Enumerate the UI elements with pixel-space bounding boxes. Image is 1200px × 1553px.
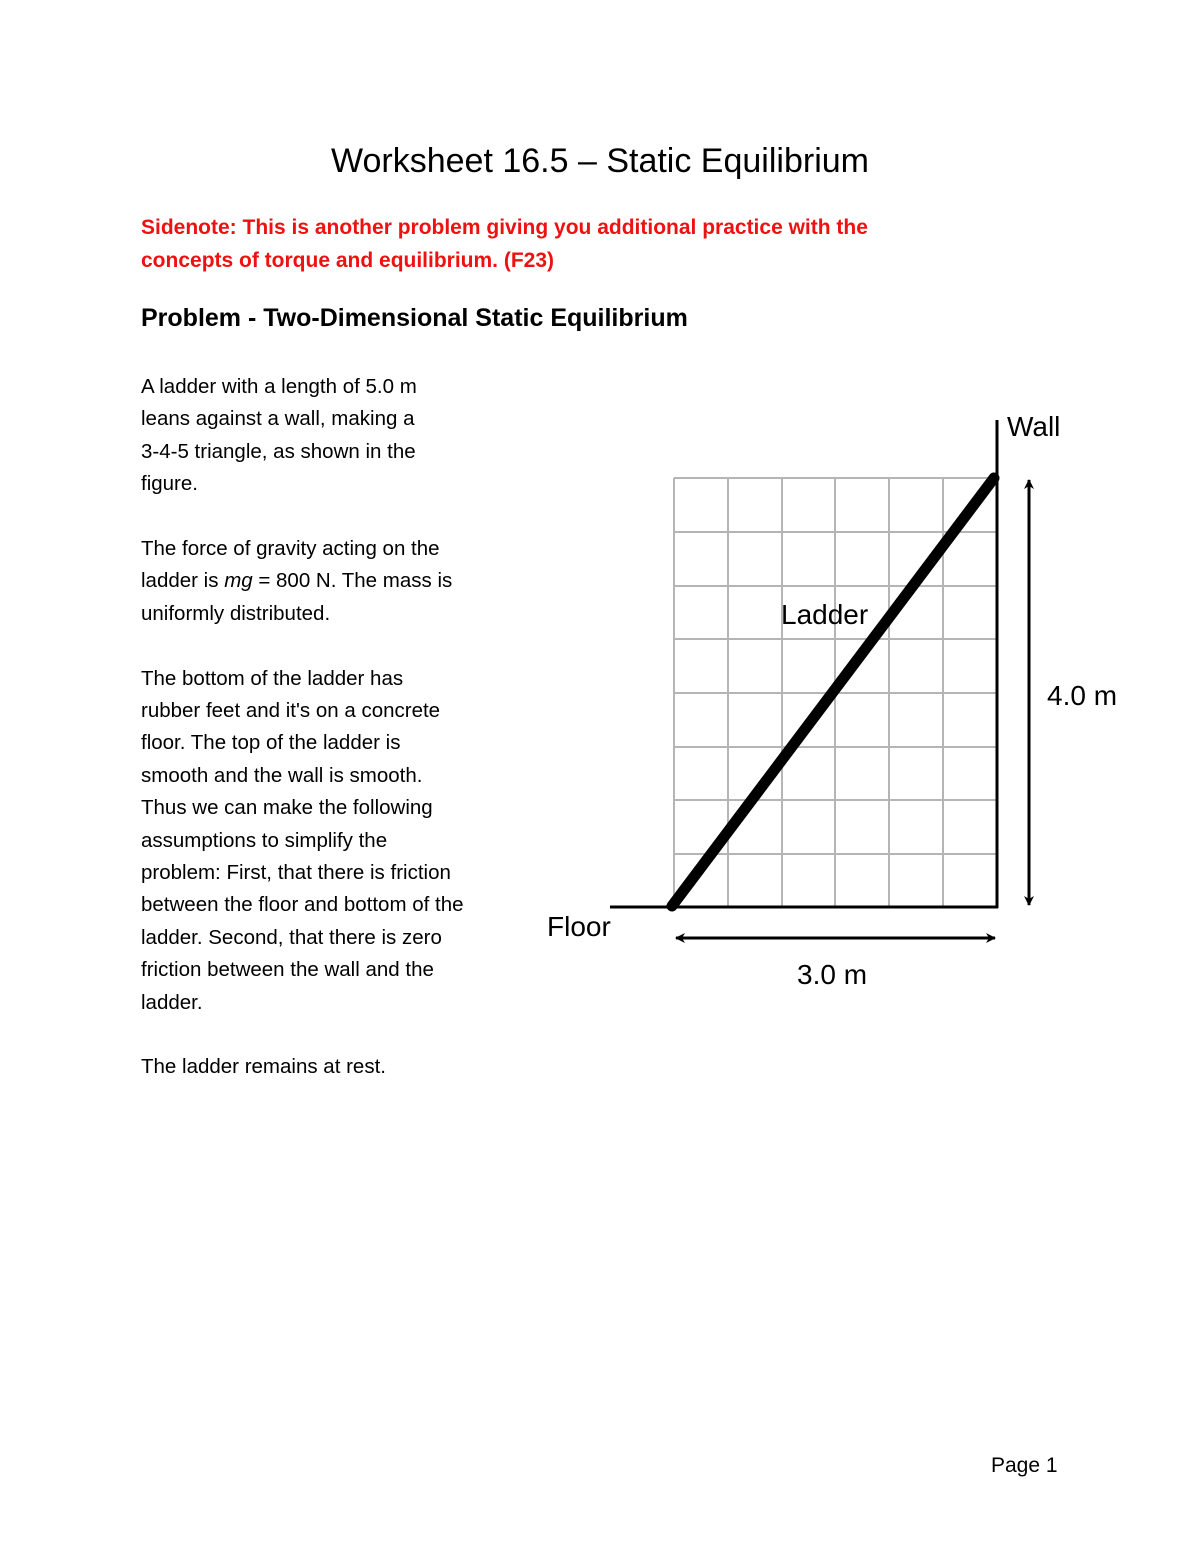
text-line: ladder. Second, that there is zero [141,925,442,949]
text-fragment: ladder is [141,569,225,593]
text-line: between the floor and bottom of the [141,893,464,917]
ladder-figure [530,390,1170,1010]
sidenote [141,212,1001,277]
problem-description [141,371,541,1084]
text-fragment: = 800 N. The mass is [252,569,453,593]
text-line: A ladder with a length of 5.0 m [141,375,417,398]
sidenote-line: Sidenote: This is another problem giving you additional practice with the [141,216,868,239]
text-line: floor. The top of the ladder is [141,731,401,755]
paragraph-at-rest [141,1051,541,1083]
text-line: friction between the wall and the [141,958,434,982]
text-line: 3-4-5 triangle, as shown in the [141,439,416,463]
text-line [141,565,541,597]
worksheet-title: Worksheet 16.5 – Static Equilibrium [331,142,869,180]
text-line: uniformly distributed. [141,601,331,625]
text-line: problem: First, that there is friction [141,861,451,885]
variable-mg: mg [224,569,253,593]
wall-label: Wall [1007,411,1061,442]
text-line: rubber feet and it's on a concrete [141,699,441,723]
sidenote-line: concepts of torque and equilibrium. (F23) [141,248,555,272]
text-line: smooth and the wall is smooth. [141,763,423,787]
ladder-label: Ladder [781,599,869,630]
problem-heading: Problem - Two-Dimensional Static Equilibrium [141,304,688,332]
text-line: leans against a wall, making a [141,407,415,431]
paragraph-gravity [141,533,541,630]
text-line: figure. [141,472,198,496]
text-line: The bottom of the ladder has [141,666,404,690]
ladder-diagram [530,390,1170,1010]
width-label: 3.0 m [797,959,868,990]
paragraph-ladder-geometry [141,371,541,501]
paragraph-assumptions [141,663,541,1019]
floor-label: Floor [547,911,611,942]
page-number: Page 1 [991,1454,1058,1477]
height-label: 4.0 m [1047,680,1118,711]
text-line: The ladder remains at rest. [141,1055,386,1079]
text-line: The force of gravity acting on the [141,537,440,561]
text-line: assumptions to simplify the [141,828,388,852]
text-line: Thus we can make the following [141,796,433,820]
text-line: ladder. [141,990,203,1014]
